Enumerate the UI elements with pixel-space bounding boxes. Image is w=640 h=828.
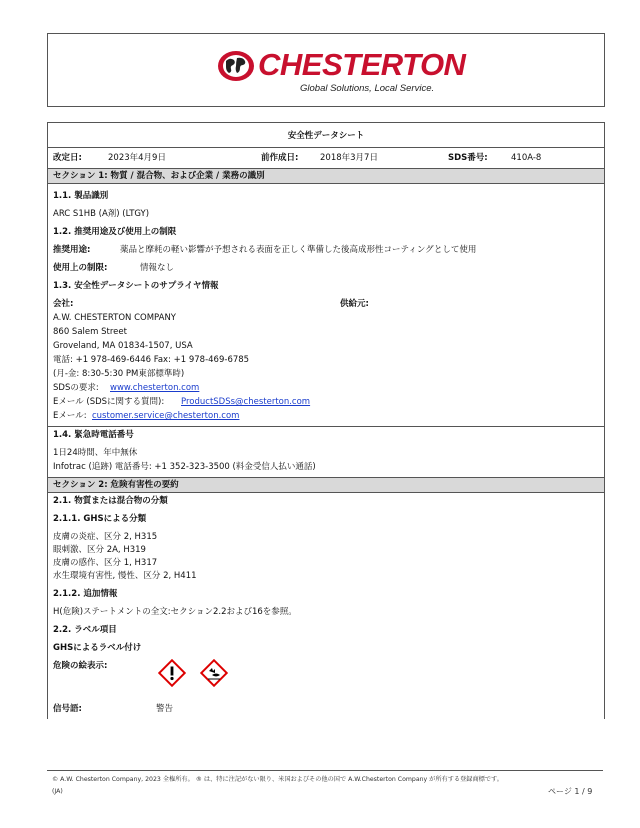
restrict-value: 情報なし	[140, 263, 175, 273]
company-label: 会社:	[53, 299, 74, 309]
use-label: 推奨用途:	[53, 245, 91, 255]
footer-copyright: © A.W. Chesterton Company, 2023 全権所有。 ® は、特に注記がない限り、米国およびその他の国で A.W.Chesterton Company が所有する登録商標です。	[52, 776, 503, 783]
sds-request-label: SDSの要求:	[53, 383, 99, 393]
pictogram-label: 危険の絵表示:	[53, 661, 108, 671]
company-line: 電話: +1 978-469-6446 Fax: +1 978-469-6785	[53, 355, 250, 365]
globe-logo-icon	[216, 49, 256, 83]
company-line: Groveland, MA 01834-1507, USA	[53, 341, 193, 351]
prev-value: 2018年3月7日	[320, 153, 378, 163]
sds-number-label: SDS番号:	[448, 153, 488, 163]
email1-label: Eメール (SDSに関する質問):	[53, 397, 165, 407]
ghs-class-line: 眼刺激、区分 2A, H319	[53, 545, 146, 555]
s11-title: 1.1. 製品識別	[53, 191, 109, 201]
s13-title: 1.3. 安全性データシートのサプライヤ情報	[53, 281, 219, 291]
s12-title: 1.2. 推奨用途及び使用上の制限	[53, 227, 177, 237]
exclamation-pictogram-icon	[158, 659, 186, 687]
ghs-class-line: 皮膚の感作、区分 1, H317	[53, 558, 158, 568]
email2-link[interactable]: customer.service@chesterton.com	[92, 411, 240, 421]
sds-title: 安全性データシート	[287, 131, 365, 141]
email2-label: Eメール:	[53, 411, 87, 421]
brand-name: CHESTERTON	[258, 47, 466, 82]
ghs-label-title: GHSによるラベル付け	[53, 643, 142, 653]
s22-title: 2.2. ラベル項目	[53, 625, 117, 635]
supplier-label: 供給元:	[340, 299, 369, 309]
signal-word-label: 信号語:	[53, 704, 82, 714]
divider	[48, 426, 604, 427]
ghs-class-line: 皮膚の炎症、区分 2, H315	[53, 532, 158, 542]
use-value: 薬品と摩耗の軽い影響が予想される表面を正しく準備した後高成形性コーティングとして使用	[120, 245, 477, 255]
s212-title: 2.1.2. 追加情報	[53, 589, 118, 599]
brand-tagline: Global Solutions, Local Service.	[300, 83, 435, 94]
revised-label: 改定日:	[53, 153, 82, 163]
s212-text: H(危険)ステートメントの全文:セクション2.2および16を参照。	[53, 607, 297, 617]
section1-heading: セクション 1: 物質 / 混合物、および企業 / 業務の識別	[53, 171, 265, 181]
s14-line2: Infotrac (追跡) 電話番号: +1 352-323-3500 (料金受信人払い通話)	[53, 462, 316, 472]
divider	[48, 147, 604, 148]
sds-request-link[interactable]: www.chesterton.com	[110, 383, 200, 393]
ghs-class-line: 水生環境有害性, 慢性、区分 2, H411	[53, 571, 197, 581]
company-line: 860 Salem Street	[53, 327, 127, 337]
chesterton-logo	[214, 47, 466, 95]
s21-title: 2.1. 物質または混合物の分類	[53, 496, 168, 506]
signal-word-value: 警告	[156, 704, 174, 714]
prev-label: 前作成日:	[261, 153, 299, 163]
revised-value: 2023年4月9日	[108, 153, 166, 163]
s14-title: 1.4. 緊急時電話番号	[53, 430, 134, 440]
environment-pictogram-icon	[200, 659, 228, 687]
product-name: ARC S1HB (A剤) (LTGY)	[53, 209, 150, 219]
footer-divider	[47, 770, 603, 771]
footer-page-number: ページ 1 / 9	[548, 787, 593, 796]
section2-heading: セクション 2: 危険有害性の要約	[53, 480, 179, 490]
sds-number-value: 410A-8	[511, 153, 542, 163]
sds-main-panel	[47, 122, 605, 719]
email1-link[interactable]: ProductSDSs@chesterton.com	[181, 397, 311, 407]
company-line: A.W. CHESTERTON COMPANY	[53, 313, 176, 323]
logo-box	[47, 33, 605, 107]
footer-language: (JA)	[52, 788, 63, 795]
restrict-label: 使用上の制限:	[53, 263, 108, 273]
company-line: (月-金: 8:30-5:30 PM東部標準時)	[53, 369, 185, 379]
s14-line1: 1日24時間、年中無休	[53, 448, 138, 458]
s211-title: 2.1.1. GHSによる分類	[53, 514, 147, 524]
